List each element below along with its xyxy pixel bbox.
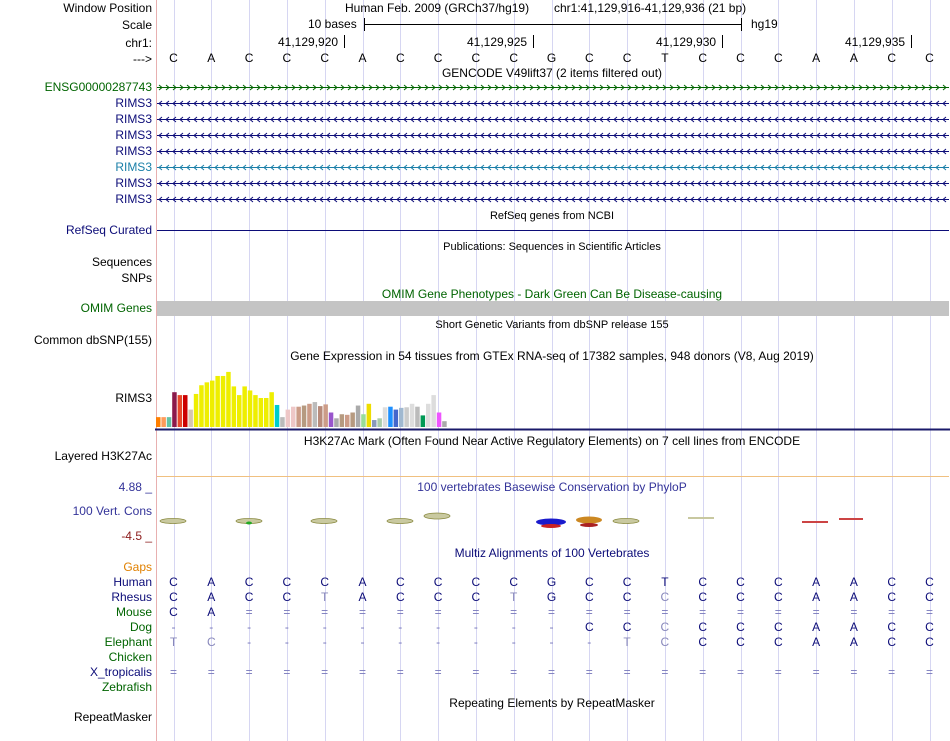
alignment-base: A [849,635,858,649]
alignment-base: C [584,620,594,634]
window-position-label: Window Position [63,1,152,15]
scale-label: Scale [121,18,152,32]
sequences-label[interactable]: Sequences [91,255,152,269]
alignment-base: = [283,605,291,619]
alignment-base: C [925,620,934,634]
alignment-base: = [774,665,782,679]
alignment-base: C [244,590,254,604]
alignment-base: - [587,635,592,649]
alignment-base: - [360,620,365,634]
strand-arrow-label: ---> [133,52,152,66]
coord-tick [533,35,534,48]
gtex-bar [431,395,436,427]
omim-track-bar[interactable] [157,301,949,316]
alignment-base: = [321,665,329,679]
alignment-base: = [925,665,933,679]
alignment-base: - [511,635,516,649]
alignment-base: = [396,665,404,679]
alignment-base: C [622,575,632,589]
alignment-base: - [511,620,516,634]
alignment-base: C [169,590,178,604]
alignment-base: = [585,605,593,619]
alignment-base: C [698,635,708,649]
alignment-base: C [584,590,594,604]
alignment-base: - [322,620,327,634]
phylop-mark [802,521,828,523]
alignment-base: T [510,590,518,604]
alignment-base: A [812,635,821,649]
alignment-base: C [736,590,745,604]
alignment-base: C [660,620,670,634]
alignment-base: - [171,620,176,634]
base-letter: C [509,51,519,65]
alignment-base: = [245,605,253,619]
phylop-mark [688,517,714,519]
gtex-bar [377,418,382,427]
base-letter: C [622,51,632,65]
alignment-base: A [849,590,858,604]
alignment-base: C [282,575,292,589]
gtex-bar [345,415,350,427]
gtex-bar [313,402,318,427]
alignment-base: C [698,620,708,634]
scale-bar-right-cap [741,18,742,31]
gencode-track-label[interactable]: RIMS3 [115,144,152,158]
gtex-bar [340,414,345,427]
gtex-bar [188,410,193,427]
alignment-base: = [510,605,518,619]
alignment-base: C [736,620,745,634]
alignment-base: = [472,605,480,619]
species-label[interactable]: Zebrafish [101,680,152,694]
repeatmasker-title[interactable]: Repeating Elements by RepeatMasker [449,696,655,710]
alignment-base: C [773,620,783,634]
alignment-base: C [395,575,405,589]
gtex-bar [399,408,404,427]
alignment-base: - [473,635,478,649]
gtex-bar [264,398,269,427]
alignment-base: C [773,575,783,589]
alignment-base: C [660,635,670,649]
gtex-bar [307,404,312,427]
alignment-base: - [284,635,289,649]
alignment-base: C [169,575,178,589]
coord-label: 41,129,935 [845,35,906,49]
coord-tick [344,35,345,48]
species-label[interactable]: Chicken [108,650,152,664]
h3k27ac-baseline [157,476,949,477]
base-letter: C [433,51,443,65]
phylop-title[interactable]: 100 vertebrates Basewise Conservation by PhyloP [417,480,687,494]
phylop-mark [160,519,186,524]
alignment-base: C [320,575,330,589]
alignment-base: - [549,620,554,634]
gtex-bar [318,406,323,427]
gtex-bar [334,418,339,427]
multiz-title[interactable]: Multiz Alignments of 100 Vertebrates [454,546,650,560]
phylop-mark [311,519,337,524]
base-letter: C [584,51,594,65]
gtex-bar [172,392,177,427]
gtex-bar [437,413,442,428]
base-letter: A [358,51,367,65]
gtex-bar [426,404,431,427]
gtex-bar [410,404,415,427]
gencode-track-label[interactable]: RIMS3 [115,192,152,206]
window-position-value[interactable]: chr1:41,129,916-41,129,936 (21 bp) [554,1,747,15]
alignment-base: = [547,665,555,679]
alignment-base: A [207,590,216,604]
phylop-logo-track[interactable] [157,508,949,532]
scale-bar-left-cap [364,18,365,31]
alignment-base: = [396,605,404,619]
alignment-base: = [888,665,896,679]
gtex-bar [242,386,247,427]
coord-tick [911,35,912,48]
scale-db: hg19 [751,17,778,31]
alignment-base: = [434,605,442,619]
refseq-track-line[interactable] [157,230,949,231]
phylop-ymax: 4.88 _ [118,480,152,494]
alignment-base: = [661,605,669,619]
alignment-base: C [584,575,594,589]
refseq-title[interactable]: RefSeq genes from NCBI [489,210,615,222]
alignment-base: C [736,575,745,589]
alignment-base: = [434,665,442,679]
gtex-bar [205,382,210,427]
gtex-bar [178,395,183,427]
alignment-base: A [812,575,821,589]
alignment-base: = [699,605,707,619]
base-letter: C [282,51,292,65]
gtex-bar [356,406,361,427]
alignment-base: - [284,620,289,634]
alignment-base: C [698,575,708,589]
alignment-base: - [322,635,327,649]
gtex-bar [372,420,377,427]
alignment-base: A [207,605,216,619]
alignment-base: A [207,575,216,589]
alignment-base: A [812,590,821,604]
base-letter: C [736,51,745,65]
alignment-base: C [925,590,934,604]
gencode-tracks[interactable] [157,80,949,208]
phylop-mark [246,522,252,525]
gtex-bar [226,372,231,427]
alignment-base: = [850,605,858,619]
alignment-base: = [812,605,820,619]
gtex-bar [210,381,215,427]
gtex-bar [296,407,301,427]
phylop-mark [387,519,413,524]
alignment-base: - [473,620,478,634]
gtex-bar [329,413,334,428]
omim-title[interactable]: OMIM Gene Phenotypes - Dark Green Can Be Disease-causing [381,287,723,301]
alignment-base: - [247,620,252,634]
base-letter: T [661,51,669,65]
species-label[interactable]: Rhesus [111,590,152,604]
gtex-bar [350,413,355,428]
alignment-base: C [887,620,897,634]
alignment-base: T [321,590,329,604]
phylop-mark [576,517,602,524]
gtex-bar [361,414,366,427]
gtex-bar [215,376,220,427]
gencode-track-label[interactable]: RIMS3 [115,176,152,190]
gtex-bar [442,421,447,427]
gtex-bar [286,410,291,427]
gtex-bar [232,386,237,427]
base-letter: C [698,51,708,65]
gtex-bar [291,407,296,427]
phylop-mark [580,523,598,527]
alignment-base: C [244,575,254,589]
alignment-base: G [546,590,557,604]
alignment-base: = [283,665,291,679]
gencode-track-label[interactable]: RIMS3 [115,96,152,110]
phylop-mark [839,518,863,520]
alignment-base: C [622,620,632,634]
alignment-base: A [849,620,858,634]
gtex-bar [383,407,388,427]
alignment-base: C [206,635,216,649]
alignment-base: C [622,590,632,604]
gtex-bar [253,395,258,427]
gtex-bar [259,398,264,427]
repeatmasker-label[interactable]: RepeatMasker [73,710,152,724]
gtex-title[interactable]: Gene Expression in 54 tissues from GTEx RNA-seq of 17382 samples, 948 donors (V8, Aug 2019) [290,349,814,363]
alignment-base: = [321,605,329,619]
h3k27ac-label[interactable]: Layered H3K27Ac [54,449,152,463]
gtex-bar [394,410,399,427]
alignment-base: C [698,590,708,604]
gencode-track-label[interactable]: RIMS3 [115,160,152,174]
alignment-base: = [623,605,631,619]
alignment-base: T [623,635,631,649]
dbsnp-title[interactable]: Short Genetic Variants from dbSNP release 155 [435,319,669,331]
h3k27ac-title[interactable]: H3K27Ac Mark (Often Found Near Active Regulatory Elements) on 7 cell lines from ENCODE [303,434,801,448]
alignment-base: C [660,590,670,604]
alignment-base: = [472,665,480,679]
alignment-base: - [209,620,214,634]
alignment-base: C [887,635,897,649]
alignment-base: C [471,590,481,604]
alignment-base: - [398,620,403,634]
phylop-mark [613,519,639,524]
alignment-base: C [887,590,897,604]
alignment-base: = [925,605,933,619]
alignment-base: C [395,590,405,604]
gtex-gene-label[interactable]: RIMS3 [115,391,152,405]
gtex-bar [237,395,242,427]
gtex-bar [183,395,188,427]
base-letter: A [812,51,821,65]
alignment-base: C [773,590,783,604]
base-letter: A [207,51,216,65]
alignment-base: C [471,575,481,589]
alignment-base: = [585,665,593,679]
alignment-base: A [849,575,858,589]
gtex-bar [161,417,166,427]
gencode-track-label[interactable]: RIMS3 [115,112,152,126]
base-letter: C [471,51,481,65]
base-letter: C [320,51,330,65]
gencode-title[interactable]: GENCODE V49lift37 (2 items filtered out) [441,66,663,80]
base-letter: C [244,51,254,65]
dbsnp-label[interactable]: Common dbSNP(155) [33,333,152,347]
phylop-mark [541,524,561,528]
gtex-bar [404,407,409,427]
gtex-bar [248,390,253,427]
alignment-base: T [169,635,178,649]
alignment-base: C [509,575,519,589]
alignment-base: C [887,575,897,589]
snps-label[interactable]: SNPs [121,271,152,285]
phylop-mark [424,513,450,519]
species-label[interactable]: X_tropicalis [89,665,152,679]
gencode-track-label[interactable]: RIMS3 [115,128,152,142]
gtex-bar [415,407,420,427]
assembly-title: Human Feb. 2009 (GRCh37/hg19) [345,1,530,15]
alignment-base: = [358,665,366,679]
coord-label: 41,129,920 [278,35,339,49]
base-letter: C [169,51,178,65]
alignment-base: C [773,635,783,649]
coord-label: 41,129,930 [656,35,717,49]
alignment-base: = [850,665,858,679]
alignment-base: = [699,665,707,679]
species-label[interactable]: Elephant [104,635,152,649]
omim-label[interactable]: OMIM Genes [80,301,152,315]
base-letter: C [395,51,405,65]
alignment-base: T [661,575,669,589]
coord-tick [722,35,723,48]
gtex-bar [194,394,199,427]
alignment-base: - [398,635,403,649]
publications-title[interactable]: Publications: Sequences in Scientific Articles [443,241,661,253]
gencode-track-label[interactable]: ENSG00000287743 [44,80,152,94]
alignment-base: - [436,635,441,649]
alignment-base: A [812,620,821,634]
base-letter: A [849,51,858,65]
alignment-base: = [736,605,744,619]
alignment-base: = [623,665,631,679]
alignment-base: = [207,665,215,679]
alignment-base: = [774,605,782,619]
base-letter: C [925,51,934,65]
gtex-bar [302,406,307,427]
alignment-base: C [433,590,443,604]
alignment-base: G [546,575,557,589]
alignment-base: = [661,665,669,679]
scale-text: 10 bases [308,17,357,31]
alignment-base: = [510,665,518,679]
base-letter: G [546,51,557,65]
phylop-label[interactable]: 100 Vert. Cons [72,504,152,518]
species-label[interactable]: Mouse [115,605,152,619]
species-label[interactable]: Gaps [123,560,152,574]
species-label[interactable]: Dog [129,620,152,634]
alignment-base: = [358,605,366,619]
gtex-barchart[interactable] [155,364,950,432]
gtex-bar [275,405,280,427]
alignment-base: C [925,575,934,589]
scale-bar [364,24,742,25]
gtex-bar [280,417,285,427]
chr-label: chr1: [125,36,152,50]
base-letter: C [887,51,897,65]
gtex-bar [199,385,204,427]
alignment-base: - [436,620,441,634]
gtex-bar [167,417,172,427]
coord-label: 41,129,925 [467,35,528,49]
gtex-bar [269,392,274,427]
alignment-base: C [282,590,292,604]
alignment-base: = [812,665,820,679]
alignment-base: = [736,665,744,679]
gtex-bar [221,376,226,427]
alignment-base: C [433,575,443,589]
phylop-ymin: -4.5 _ [121,529,152,543]
gtex-bar [156,417,161,427]
gtex-bar [421,415,426,427]
alignment-base: - [549,635,554,649]
alignment-base: C [169,605,178,619]
alignment-base: C [736,635,745,649]
alignment-base: = [888,605,896,619]
refseq-label[interactable]: RefSeq Curated [65,223,152,237]
alignment-base: = [169,665,177,679]
alignment-base: - [247,635,252,649]
alignment-base: A [358,575,367,589]
alignment-base: - [360,635,365,649]
gtex-bar [367,404,372,427]
alignment-base: A [358,590,367,604]
species-label[interactable]: Human [113,575,152,589]
gtex-bar [388,407,393,427]
gtex-bar [323,404,328,427]
base-letter: C [773,51,783,65]
alignment-base: = [547,605,555,619]
alignment-base: = [245,665,253,679]
alignment-base: C [925,635,934,649]
